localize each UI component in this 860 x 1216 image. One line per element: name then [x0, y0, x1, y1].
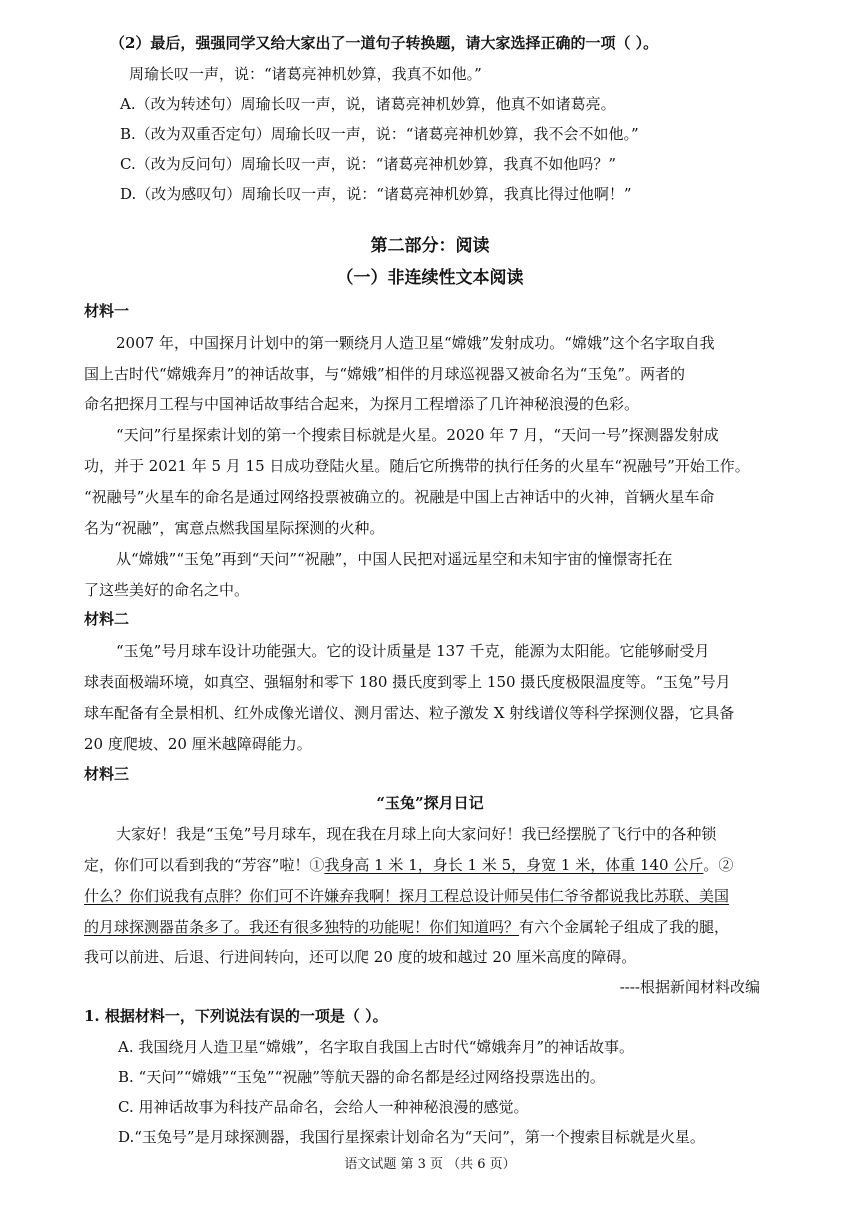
diary-title: “玉兔”探月日记 [376, 794, 484, 812]
underlined-sentence-2: 什么？你们说我有点胖？你们可不许嫌弃我啊！探月工程总设计师吴伟仁爷爷都说我比苏联、美国 [84, 887, 730, 905]
diary-text: 定，你们可以看到我的“芳容”啦！① [84, 856, 325, 874]
material1-line: 命名把探月工程与中国神话故事结合起来，为探月工程增添了几许神秘浪漫的色彩。 [84, 395, 640, 413]
diary-line [84, 855, 733, 875]
q1-option-d: D.“玉兔号”是月球探测器，我国行星探索计划命名为“天问”，第一个搜索目标就是火星。 [118, 1128, 705, 1146]
q1-option-b: B. “天问”“嫦娥”“玉兔”“祝融”等航天器的命名都是经过网络投票选出的。 [118, 1068, 605, 1086]
q2-prompt: （2）最后，强强同学又给大家出了一道句子转换题，请大家选择正确的一项（ ）。 [110, 34, 659, 52]
section-title: （一）非连续性文本阅读 [336, 268, 524, 288]
material3-label: 材料三 [84, 765, 130, 783]
material1-line: 从“嫦娥”“玉兔”再到“天问”“祝融”，中国人民把对遥远星空和未知宇宙的憧憬寄托在 [116, 550, 673, 568]
q1-prompt: 1. 根据材料一，下列说法有误的一项是（ ）。 [84, 1007, 388, 1025]
page-footer: 语文试题 第 3 页 （共 6 页） [344, 1157, 516, 1172]
q1-option-c: C. 用神话故事为科技产品命名，会给人一种神秘浪漫的感觉。 [118, 1098, 529, 1116]
source-note: ----根据新闻材料改编 [619, 978, 760, 996]
material1-line: 国上古时代“嫦娥奔月”的神话故事，与“嫦娥”相伴的月球巡视器又被命名为“玉兔”。两者的 [84, 365, 686, 383]
part-title: 第二部分：阅读 [370, 236, 490, 256]
material2-line: 球车配备有全景相机、红外成像光谱仪、测月雷达、粒子激发 X 射线谱仪等科学探测仪器，它具备 [84, 704, 735, 722]
diary-text: 。② [703, 856, 734, 874]
q2-option-d: D.（改为感叹句）周瑜长叹一声，说：“诸葛亮神机妙算，我真比得过他啊！” [120, 185, 632, 203]
material1-label: 材料一 [84, 302, 130, 320]
material1-line: 名为“祝融”，寓意点燃我国星际探测的火种。 [84, 519, 385, 537]
diary-text: 有六个金属轮子组成了我的腿， [519, 918, 730, 936]
diary-line: 我可以前进、后退、行进间转向，还可以爬 20 度的坡和越过 20 厘米高度的障碍。 [84, 948, 637, 966]
material2-label: 材料二 [84, 610, 130, 628]
material2-line: “玉兔”号月球车设计功能强大。它的设计质量是 137 千克，能源为太阳能。它能够耐受月 [116, 642, 710, 660]
q2-option-b: B.（改为双重否定句）周瑜长叹一声，说：“诸葛亮神机妙算，我不会不如他。” [120, 125, 639, 143]
material2-line: 球表面极端环境，如真空、强辐射和零下 180 摄氏度到零上 150 摄氏度极限温度等。“玉兔”号月 [84, 673, 731, 691]
material1-line: “祝融号”火星车的命名是通过网络投票被确立的。祝融是中国上古神话中的火神，首辆火星车命 [84, 488, 715, 506]
material1-line: 功，并于 2021 年 5 月 15 日成功登陆火星。随后它所携带的执行任务的火星车“祝融号”开始工作。 [84, 457, 750, 475]
diary-line: 大家好！我是“玉兔”号月球车，现在我在月球上向大家问好！我已经摆脱了飞行中的各种锁 [116, 825, 717, 843]
underlined-sentence-2-end: 的月球探测器苗条多了。我还有很多独特的功能呢！你们知道吗？ [84, 918, 520, 936]
material1-line: 2007 年，中国探月计划中的第一颗绕月人造卫星“嫦娥”发射成功。“嫦娥”这个名字取自我 [116, 334, 715, 352]
q2-option-a: A.（改为转述句）周瑜长叹一声，说，诸葛亮神机妙算，他真不如诸葛亮。 [120, 95, 616, 113]
q1-option-a: A. 我国绕月人造卫星“嫦娥”，名字取自我国上古时代“嫦娥奔月”的神话故事。 [118, 1038, 635, 1056]
q2-option-c: C.（改为反问句）周瑜长叹一声，说：“诸葛亮神机妙算，我真不如他吗？” [120, 155, 617, 173]
material2-line: 20 度爬坡、20 厘米越障碍能力。 [84, 735, 312, 753]
underlined-sentence-1: 我身高 1 米 1，身长 1 米 5，身宽 1 米，体重 140 公斤 [324, 856, 704, 874]
q2-sentence: 周瑜长叹一声，说：“诸葛亮神机妙算，我真不如他。” [129, 65, 482, 83]
material1-line: “天问”行星探索计划的第一个搜索目标就是火星。2020 年 7 月，“天问一号”探测器发射成 [116, 426, 719, 444]
material1-line: 了这些美好的命名之中。 [84, 581, 250, 599]
diary-line [84, 917, 729, 937]
